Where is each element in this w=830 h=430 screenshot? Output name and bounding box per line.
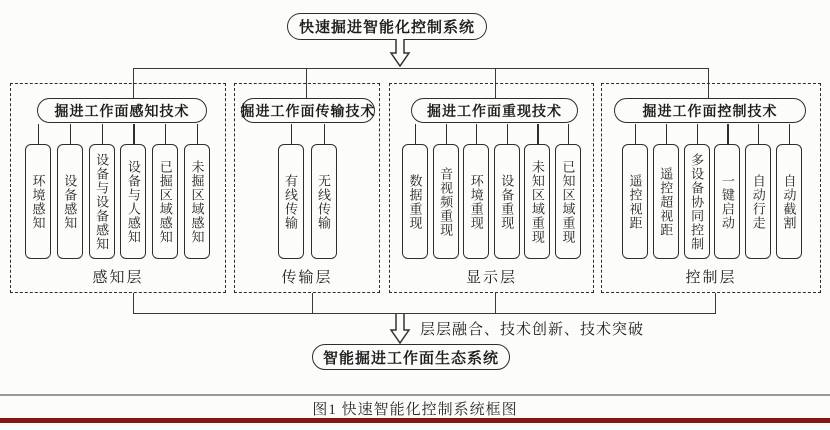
group-transmission-layer	[234, 83, 380, 293]
bottom-stub-group3	[495, 293, 496, 314]
item-data-reproduction: 数据重现	[402, 144, 428, 259]
item-wired-transmission: 有线传输	[278, 144, 304, 259]
item-unexcavated-area-sensing: 未掘区域感知	[184, 144, 210, 259]
bottom-stub-group1	[133, 293, 134, 314]
caption-red-bar	[0, 418, 830, 423]
group-control-layer	[601, 83, 821, 293]
perception-items-row	[11, 144, 225, 259]
transmission-items-row	[235, 144, 379, 259]
item-equipment-to-equipment-sensing: 设备与设备感知	[89, 144, 115, 259]
group-display-header: 掘进工作面重现技术	[411, 98, 578, 123]
top-down-arrow-icon	[389, 39, 411, 67]
group-display-layer	[389, 83, 594, 293]
item-environment-reproduction: 环境重现	[463, 144, 489, 259]
top-bus-line	[133, 68, 709, 69]
ecosystem-node: 智能掘进工作面生态系统	[312, 344, 510, 370]
group-control-header: 掘进工作面控制技术	[614, 98, 806, 123]
display-items-row	[390, 144, 593, 259]
item-equipment-reproduction: 设备重现	[494, 144, 520, 259]
item-automatic-walking: 自动行走	[745, 144, 771, 259]
group-transmission-header: 掘进工作面传输技术	[241, 98, 375, 123]
caption-top-rule	[0, 394, 830, 396]
bottom-down-arrow-icon	[389, 314, 411, 344]
group-perception-header: 掘进工作面感知技术	[37, 98, 207, 123]
group-perception-layer	[10, 83, 226, 293]
item-one-key-start: 一键启动	[714, 144, 740, 259]
item-equipment-to-human-sensing: 设备与人感知	[120, 144, 146, 259]
item-line-of-sight-remote-control: 遥控视距	[622, 144, 648, 259]
system-title-node: 快速掘进智能化控制系统	[287, 13, 487, 40]
display-layer-label: 显示层	[465, 270, 517, 286]
item-multi-equipment-coordination: 多设备协同控制	[684, 144, 710, 259]
item-wireless-transmission: 无线传输	[311, 144, 337, 259]
bottom-bus-line	[133, 313, 716, 314]
item-equipment-sensing: 设备感知	[57, 144, 83, 259]
item-beyond-sight-remote-control: 遥控超视距	[653, 144, 679, 259]
item-audio-video-reproduction: 音视频重现	[433, 144, 459, 259]
control-layer-label: 控制层	[685, 270, 737, 286]
bottom-stub-group4	[715, 293, 716, 314]
control-items-row	[602, 144, 820, 259]
item-excavated-area-sensing: 已掘区域感知	[152, 144, 178, 259]
item-automatic-cutting: 自动截割	[776, 144, 802, 259]
item-known-area-reproduction: 已知区域重现	[555, 144, 581, 259]
perception-layer-label: 感知层	[92, 270, 144, 286]
item-environment-sensing: 环境感知	[25, 144, 51, 259]
transmission-layer-label: 传输层	[281, 270, 333, 286]
fusion-annotation: 层层融合、技术创新、技术突破	[420, 322, 645, 338]
item-unknown-area-reproduction: 未知区域重现	[524, 144, 550, 259]
figure-caption: 图1 快速智能化控制系统框图	[312, 402, 518, 418]
bottom-stub-group2	[312, 293, 313, 314]
